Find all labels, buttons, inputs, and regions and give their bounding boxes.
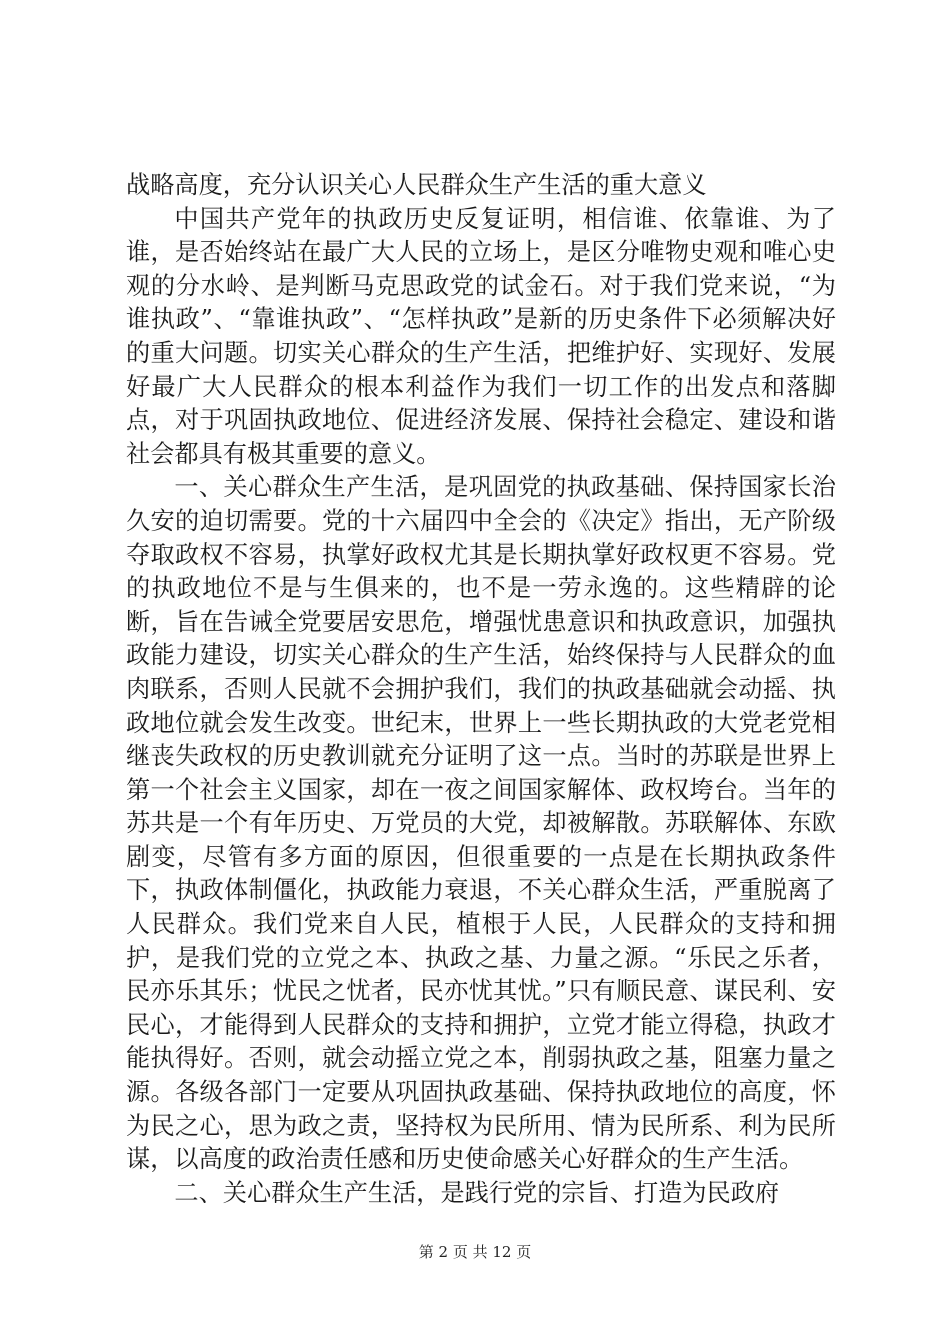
paragraph-intro: 中国共产党年的执政历史反复证明，相信谁、依靠谁、为了谁，是否始终站在最广大人民的立场上，是区分唯物史观和唯心史观的分水岭、是判断马克思政党的试金石。对于我们党来说，“为谁执政”、“靠谁执政”、“怎样执政”是新的历史条件下必须解决好的重大问题。切实关心群众的生产生活，把维护好、实现好、发展好最广大人民群众的根本利益作为我们一切工作的出发点和落脚点，对于巩固执政地位、促进经济发展、保持社会稳定、建设和谐社会都具有极其重要的意义。 (126, 204, 836, 468)
paragraph-heading-continuation: 战略高度，充分认识关心人民群众生产生活的重大意义 (126, 171, 707, 199)
page-number-label: 第 2 页 共 12 页 (418, 1243, 532, 1261)
paragraph-section-one: 一、关心群众生产生活，是巩固党的执政基础、保持国家长治久安的迫切需要。党的十六届四中全会的《决定》指出，无产阶级夺取政权不容易，执掌好政权尤其是长期执掌好政权更不容易。党的执政地位不是与生俱来的，也不是一劳永逸的。这些精辟的论断，旨在告诫全党要居安思危，增强忧患意识和执政意识，加强执政能力建设，切实关心群众的生产生活，始终保持与人民群众的血肉联系，否则人民就不会拥护我们，我们的执政基础就会动摇、执政地位就会发生改变。世纪末，世界上一些长期执政的大党老党相继丧失政权的历史教训就充分证明了这一点。当时的苏联是世界上第一个社会主义国家，却在一夜之间国家解体、政权垮台。当年的苏共是一个有年历史、万党员的大党，却被解散。苏联解体、东欧剧变，尽管有多方面的原因，但很重要的一点是在长期执政条件下，执政体制僵化，执政能力衰退，不关心群众生活，严重脱离了人民群众。我们党来自人民，植根于人民，人民群众的支持和拥护，是我们党的立党之本、执政之基、力量之源。“乐民之乐者，民亦乐其乐；忧民之忧者，民亦忧其忧。”只有顺民意、谋民利、安民心，才能得到人民群众的支持和拥护，立党才能立得稳，执政才能执得好。否则，就会动摇立党之本，削弱执政之基，阻塞力量之源。各级各部门一定要从巩固执政基础、保持执政地位的高度，怀为民之心，思为政之责，坚持权为民所用、情为民所系、利为民所谋，以高度的政治责任感和历史使命感关心好群众的生产生活。 (126, 473, 836, 1174)
document-body (126, 169, 836, 1210)
paragraph-section-two-start: 二、关心群众生产生活，是践行党的宗旨、打造为民政府 (174, 1178, 780, 1207)
page-footer (0, 1242, 950, 1262)
